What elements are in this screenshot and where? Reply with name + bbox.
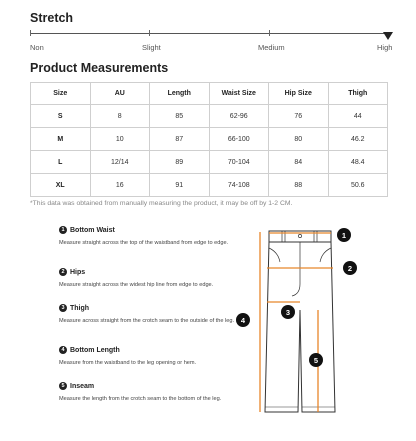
stretch-title: Stretch [30, 11, 74, 25]
table-cell: 91 [150, 174, 210, 197]
stretch-label-high: High [377, 43, 393, 52]
table-row [31, 128, 388, 151]
stretch-label-medium: Medium [258, 43, 285, 52]
instruction-text: Measure straight across the widest hip line from edge to edge. [59, 282, 214, 288]
badge-2-icon: 2 [343, 261, 357, 275]
number-3-icon: 3 [59, 304, 67, 312]
column-header-size: Size [31, 83, 91, 105]
instruction-text: Measure from the waistband to the leg opening or hem. [59, 360, 197, 366]
table-cell: 44 [328, 105, 388, 128]
instruction-title: Hips [70, 268, 86, 276]
table-cell: 50.6 [328, 174, 388, 197]
table-cell: L [31, 151, 91, 174]
column-header-hip: Hip Size [269, 83, 329, 105]
column-header-au: AU [90, 83, 150, 105]
instruction-heading [59, 382, 239, 390]
table-cell: M [31, 128, 91, 151]
table-cell: 10 [90, 128, 150, 151]
table-header-row [31, 83, 388, 105]
column-header-waist: Waist Size [209, 83, 269, 105]
column-header-length: Length [150, 83, 210, 105]
table-row [31, 105, 388, 128]
stretch-label-non: Non [30, 43, 44, 52]
table-cell: 8 [90, 105, 150, 128]
instruction-heading [59, 226, 239, 234]
table-cell: 62-96 [209, 105, 269, 128]
stretch-tick-slight [149, 30, 150, 36]
instruction-bottom-waist [59, 226, 239, 248]
badge-4-icon: 4 [236, 313, 250, 327]
badge-1-icon: 1 [337, 228, 351, 242]
instruction-heading [59, 268, 239, 276]
table-cell: 80 [269, 128, 329, 151]
stretch-tick-medium [269, 30, 270, 36]
instruction-title: Thigh [70, 304, 90, 312]
instruction-thigh [59, 304, 239, 326]
table-cell: 89 [150, 151, 210, 174]
table-cell: 46.2 [328, 128, 388, 151]
table-cell: 48.4 [328, 151, 388, 174]
instruction-inseam [59, 382, 239, 404]
table-cell: 12/14 [90, 151, 150, 174]
number-4-icon: 4 [59, 346, 67, 354]
instruction-bottom-length [59, 346, 239, 368]
stretch-track [30, 33, 388, 34]
table-cell: 88 [269, 174, 329, 197]
column-header-thigh: Thigh [328, 83, 388, 105]
instruction-text: Measure straight across the top of the waistband from edge to edge. [59, 240, 229, 246]
table-row [31, 151, 388, 174]
instruction-text: Measure across straight from the crotch seam to the outside of the leg. [59, 318, 235, 324]
measurement-note: *This data was obtained from manually measuring the product, it may be off by 1-2 CM. [30, 200, 293, 207]
table-cell: 66-100 [209, 128, 269, 151]
instruction-text: Measure the length from the crotch seam to the bottom of the leg. [59, 396, 222, 402]
table-cell: 84 [269, 151, 329, 174]
instruction-title: Bottom Length [70, 346, 120, 354]
table-cell: 70-104 [209, 151, 269, 174]
table-cell: XL [31, 174, 91, 197]
table-cell: 16 [90, 174, 150, 197]
instruction-hips [59, 268, 239, 290]
table-cell: 87 [150, 128, 210, 151]
instruction-title: Inseam [70, 382, 95, 390]
instruction-title: Bottom Waist [70, 226, 115, 234]
table-row [31, 174, 388, 197]
table-cell: 76 [269, 105, 329, 128]
number-2-icon: 2 [59, 268, 67, 276]
number-5-icon: 5 [59, 382, 67, 390]
instruction-heading [59, 346, 239, 354]
stretch-tick-non [30, 30, 31, 36]
table-cell: 85 [150, 105, 210, 128]
table-cell: 74-108 [209, 174, 269, 197]
stretch-level-marker-icon [383, 32, 393, 40]
instruction-heading [59, 304, 239, 312]
size-table [30, 82, 388, 197]
badge-5-icon: 5 [309, 353, 323, 367]
badge-3-icon: 3 [281, 305, 295, 319]
number-1-icon: 1 [59, 226, 67, 234]
pants-outline-icon [234, 222, 368, 418]
measurements-title: Product Measurements [30, 61, 169, 75]
pants-diagram [234, 222, 368, 418]
stretch-label-slight: Slight [142, 43, 161, 52]
table-cell: S [31, 105, 91, 128]
